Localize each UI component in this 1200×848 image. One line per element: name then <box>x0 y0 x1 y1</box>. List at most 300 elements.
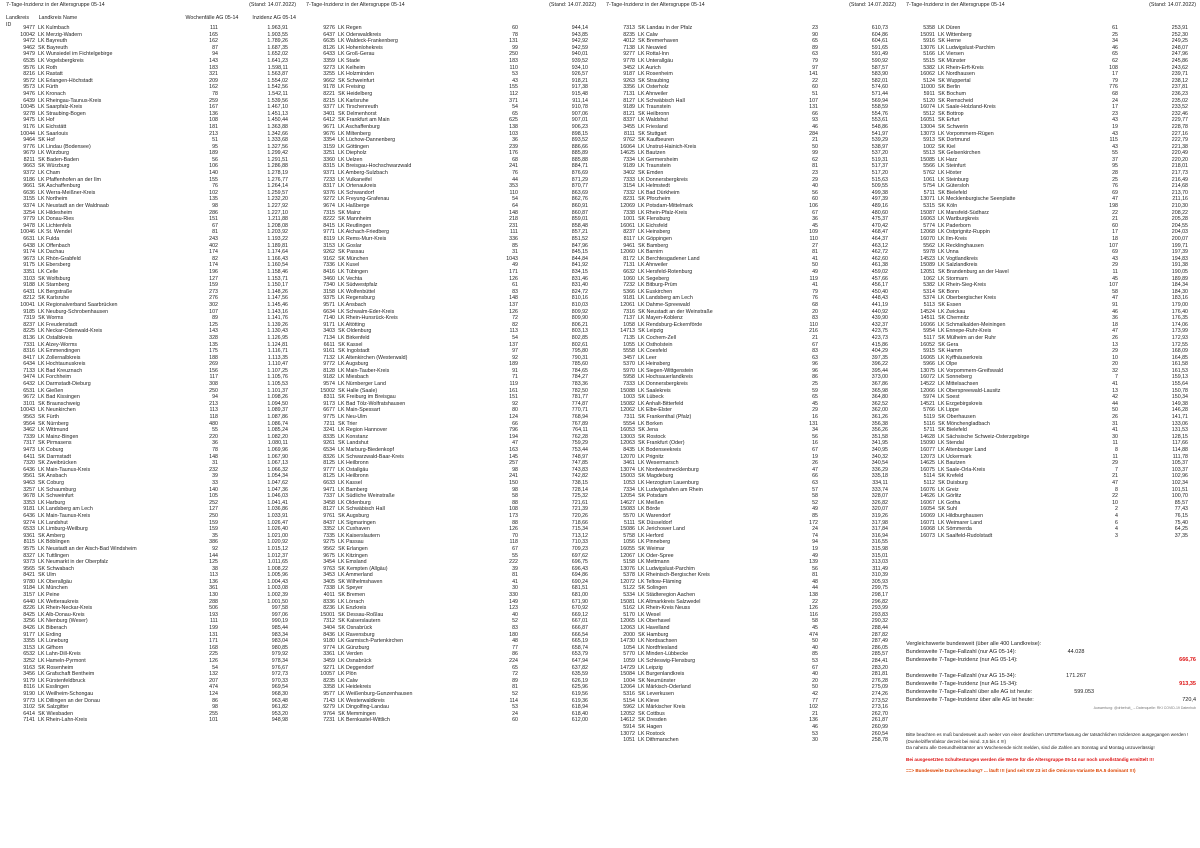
table-row <box>306 520 596 527</box>
incidence: 184,30 <box>1171 288 1188 295</box>
case-count: 148 <box>509 295 518 302</box>
landkreis-id: 7233 <box>323 176 335 183</box>
landkreis-id: 1062 <box>923 275 935 282</box>
case-count: 114 <box>509 697 518 704</box>
case-count: 506 <box>209 605 218 612</box>
case-count: 92 <box>212 545 218 552</box>
landkreis-id: 8235 <box>323 677 335 684</box>
stand-date: (Stand: 14.07.2022) <box>849 2 896 8</box>
landkreis-name: LK Oldenburg <box>338 499 371 506</box>
table-row <box>6 579 296 586</box>
incidence: 1.113,35 <box>267 354 288 361</box>
landkreis-name: SK Straubing <box>638 77 670 84</box>
case-count: 302 <box>209 301 218 308</box>
landkreis-name: LK Freising <box>338 84 365 91</box>
landkreis-name: SK Suhl <box>938 506 958 513</box>
table-row <box>606 618 896 625</box>
landkreis-id: 16071 <box>920 519 935 526</box>
landkreis-name: LK Sonneberg <box>938 374 972 381</box>
landkreis-id: 9563 <box>23 414 35 421</box>
landkreis-id: 5554 <box>623 420 635 427</box>
landkreis-id: 7137 <box>623 315 635 322</box>
landkreis-id: 9188 <box>23 282 35 289</box>
incidence: 618,40 <box>571 710 588 717</box>
incidence: 1.291,51 <box>267 156 288 163</box>
landkreis-name: LK Gotha <box>938 499 961 506</box>
incidence: 968,30 <box>271 690 288 697</box>
table-row <box>6 335 296 342</box>
landkreis-name: SK Remscheid <box>938 97 974 104</box>
table-row <box>606 190 896 197</box>
landkreis-id: 9776 <box>23 143 35 150</box>
incidence: 450,40 <box>871 288 888 295</box>
landkreis-id: 12064 <box>620 684 635 691</box>
incidence: 475,37 <box>871 216 888 223</box>
incidence: 238,12 <box>1171 77 1188 84</box>
landkreis-name: LK Schmalkalden-Meiningen <box>938 321 1006 328</box>
table-row <box>606 249 896 256</box>
landkreis-name: LK Greiz <box>938 486 959 493</box>
landkreis-name: SK Pforzheim <box>638 196 671 203</box>
landkreis-name: LK Schwarzwald-Baar-Kreis <box>338 453 404 460</box>
case-count: 60 <box>812 84 818 91</box>
landkreis-id: 8317 <box>323 183 335 190</box>
landkreis-id: 8416 <box>323 268 335 275</box>
landkreis-name: LK Segeberg <box>638 275 669 282</box>
table-row <box>6 454 296 461</box>
landkreis-id: 5112 <box>923 479 935 486</box>
landkreis-name: SK Ulm <box>38 572 56 579</box>
landkreis-id: 13073 <box>920 130 935 137</box>
landkreis-id: 12068 <box>920 229 935 236</box>
incidence: 963,48 <box>271 697 288 704</box>
landkreis-id: 9574 <box>323 381 335 388</box>
case-count: 19 <box>812 545 818 552</box>
case-count: 20 <box>1112 361 1118 368</box>
landkreis-name: LK Bodenseekreis <box>638 447 681 453</box>
landkreis-id: 3402 <box>623 170 635 177</box>
landkreis-name: LK Hersfeld-Rotenburg <box>638 268 693 275</box>
table-row <box>306 671 596 678</box>
case-count: 39 <box>512 565 518 572</box>
incidence: 1.067,13 <box>267 460 288 467</box>
case-count: 49 <box>812 268 818 275</box>
incidence: 317,84 <box>871 526 888 533</box>
landkreis-id: 9777 <box>323 466 335 473</box>
incidence: 1.046,03 <box>267 493 288 500</box>
table-row <box>6 289 296 296</box>
landkreis-name: SK Würzburg <box>38 163 70 170</box>
landkreis-id: 9376 <box>323 189 335 196</box>
landkreis-name: LK Offenbach <box>38 242 71 249</box>
landkreis-id: 12063 <box>620 625 635 632</box>
case-count: 112 <box>509 90 518 97</box>
landkreis-id: 16061 <box>620 222 635 229</box>
incidence: 806,21 <box>571 321 588 328</box>
landkreis-name: LK Coesfeld <box>638 348 667 355</box>
case-count: 47 <box>512 440 518 447</box>
incidence: 915,48 <box>571 90 588 97</box>
table-row <box>6 295 296 302</box>
landkreis-id: 15089 <box>920 262 935 269</box>
case-count: 138 <box>809 592 818 599</box>
case-count: 213 <box>209 400 218 407</box>
landkreis-name: LK Gießen <box>38 387 64 394</box>
case-count: 41 <box>812 255 818 262</box>
landkreis-name: LK Starnberg <box>38 282 70 289</box>
table-row <box>906 78 1196 85</box>
incidence: 768,94 <box>571 414 588 421</box>
table-row <box>306 585 596 592</box>
table-row <box>306 131 596 138</box>
case-count: 85 <box>812 512 818 519</box>
incidence: 227,16 <box>1171 130 1188 137</box>
case-count: 51 <box>812 90 818 97</box>
table-row <box>606 645 896 652</box>
landkreis-name: SK Salzgitter <box>38 704 69 711</box>
table-row <box>6 585 296 592</box>
landkreis-id: 8127 <box>623 97 635 104</box>
incidence: 1.002,39 <box>267 592 288 599</box>
table-row <box>606 487 896 494</box>
case-count: 43 <box>1112 255 1118 262</box>
landkreis-id: 8237 <box>23 321 35 328</box>
incidence: 440,92 <box>871 308 888 315</box>
incidence: 591,49 <box>871 51 888 58</box>
case-count: 126 <box>509 275 518 282</box>
table-row <box>606 71 896 78</box>
case-count: 107 <box>209 308 218 315</box>
sheet-header <box>606 2 896 15</box>
case-count: 288 <box>209 598 218 605</box>
header-spacer <box>906 15 1196 25</box>
case-count: 81 <box>512 684 518 691</box>
landkreis-id: 10042 <box>20 31 35 38</box>
table-row <box>6 651 296 658</box>
landkreis-id: 5566 <box>923 163 935 170</box>
landkreis-name: SK Schwerin <box>938 123 969 130</box>
case-count: 30 <box>512 585 518 592</box>
table-row <box>6 84 296 91</box>
incidence: 423,75 <box>871 328 888 335</box>
case-count: 107 <box>809 97 818 104</box>
landkreis-name: LK Saarpfalz-Kreis <box>38 104 83 111</box>
landkreis-id: 5122 <box>623 585 635 592</box>
incidence: 310,39 <box>871 572 888 579</box>
incidence: 983,34 <box>271 631 288 638</box>
case-count: 163 <box>509 447 518 453</box>
table-row <box>306 315 596 322</box>
case-count: 83 <box>512 625 518 632</box>
landkreis-id: 9779 <box>23 216 35 223</box>
table-row <box>306 374 596 381</box>
incidence: 743,83 <box>571 466 588 473</box>
landkreis-name: SK Dessau-Roßlau <box>338 611 384 618</box>
case-count: 33 <box>212 479 218 486</box>
incidence: 356,38 <box>871 420 888 427</box>
case-count: 58 <box>812 493 818 500</box>
table-row <box>906 117 1196 124</box>
landkreis-name: LK Märkischer Kreis <box>638 704 686 711</box>
incidence: 587,57 <box>871 64 888 71</box>
landkreis-id: 16066 <box>920 321 935 328</box>
case-count: 51 <box>212 137 218 144</box>
landkreis-id: 1051 <box>623 737 635 744</box>
table-row <box>906 355 1196 362</box>
case-count: 4 <box>1115 512 1118 519</box>
summary-row: Bundesweite 7-Tage-Fallzahl (nur AG 05-14): 44.028 <box>906 649 1085 655</box>
table-row <box>306 447 596 454</box>
landkreis-id: 3355 <box>23 638 35 645</box>
table-row <box>6 38 296 45</box>
landkreis-id: 7316 <box>623 308 635 315</box>
table-row <box>906 163 1196 170</box>
landkreis-name: LK Oder-Spree <box>638 552 674 559</box>
landkreis-name: SK Landau in der Pfalz <box>638 25 693 31</box>
case-count: 117 <box>209 374 218 381</box>
case-count: 10 <box>1112 354 1118 361</box>
table-row <box>306 342 596 349</box>
landkreis-id: 10046 <box>20 229 35 236</box>
case-count: 81 <box>812 163 818 170</box>
table-row <box>606 711 896 718</box>
case-count: 86 <box>212 697 218 704</box>
incidence: 715,34 <box>571 526 588 533</box>
incidence: 681,51 <box>571 585 588 592</box>
incidence: 262,70 <box>871 710 888 717</box>
case-count: 46 <box>1112 308 1118 315</box>
landkreis-id: 9477 <box>23 25 35 31</box>
case-count: 78 <box>512 31 518 38</box>
landkreis-id: 9474 <box>23 374 35 381</box>
incidence: 1.450,44 <box>267 117 288 124</box>
case-count: 119 <box>509 381 518 388</box>
table-row <box>906 342 1196 349</box>
table-row <box>606 368 896 375</box>
case-count: 82 <box>212 255 218 262</box>
incidence: 1.451,13 <box>267 110 288 117</box>
table-row <box>606 407 896 414</box>
incidence: 315,01 <box>871 552 888 559</box>
landkreis-name: LK Nordhausen <box>938 71 975 78</box>
table-row <box>306 183 596 190</box>
landkreis-name: LK St. Wendel <box>38 229 72 236</box>
landkreis-id: 8117 <box>623 236 635 242</box>
landkreis-name: LK Waldeck-Frankenberg <box>338 38 398 45</box>
incidence: 1.003,08 <box>267 585 288 592</box>
landkreis-name: LK Donau-Ries <box>38 216 74 223</box>
case-count: 78 <box>212 90 218 97</box>
case-count: 58 <box>1112 288 1118 295</box>
landkreis-name: SK Memmingen <box>338 710 376 717</box>
incidence: 1.227,92 <box>267 203 288 210</box>
landkreis-id: 9673 <box>23 255 35 262</box>
landkreis-name: SK Münster <box>938 57 966 64</box>
incidence: 1.333,68 <box>267 137 288 144</box>
landkreis-id: 13075 <box>920 367 935 374</box>
table-row <box>306 269 596 276</box>
landkreis-id: 5754 <box>923 183 935 190</box>
landkreis-name: SK Worms <box>38 315 64 322</box>
landkreis-id: 9662 <box>323 77 335 84</box>
case-count: 209 <box>209 77 218 84</box>
table-row <box>306 625 596 632</box>
landkreis-id: 9187 <box>623 71 635 78</box>
incidence: 1.160,54 <box>267 262 288 269</box>
incidence: 131,53 <box>1171 427 1188 434</box>
table-row <box>906 361 1196 368</box>
incidence: 101,51 <box>1171 486 1188 493</box>
case-count: 60 <box>512 717 518 724</box>
landkreis-name: LK Mecklenburgische Seenplatte <box>938 196 1016 203</box>
case-count: 118 <box>509 539 518 546</box>
landkreis-name: LK Oberbergischer Kreis <box>938 295 996 302</box>
landkreis-id: 9775 <box>323 414 335 421</box>
case-count: 222 <box>509 559 518 566</box>
landkreis-name: LK Oberhavel <box>638 618 671 625</box>
landkreis-id: 9771 <box>323 229 335 236</box>
landkreis-name: LK Neu-Ulm <box>338 414 367 421</box>
landkreis-name: SK Leverkusen <box>638 690 674 697</box>
table-row <box>306 58 596 65</box>
incidence: 917,38 <box>571 84 588 91</box>
incidence: 367,86 <box>871 381 888 388</box>
case-count: 3 <box>1115 532 1118 539</box>
incidence: 590,92 <box>871 57 888 64</box>
incidence: 273,16 <box>871 704 888 711</box>
table-row <box>606 460 896 467</box>
case-count: 53 <box>512 704 518 711</box>
incidence: 457,66 <box>871 275 888 282</box>
incidence: 728,14 <box>571 486 588 493</box>
incidence: 610,73 <box>871 25 888 31</box>
case-count: 193 <box>209 611 218 618</box>
table-row <box>606 684 896 691</box>
landkreis-name: LK Saale-Holzland-Kreis <box>938 104 996 111</box>
landkreis-id: 5966 <box>923 361 935 368</box>
table-row <box>906 38 1196 45</box>
landkreis-id: 5117 <box>923 334 935 341</box>
table-row <box>606 394 896 401</box>
case-count: 125 <box>209 559 218 566</box>
landkreis-name: LK Hof <box>38 117 55 124</box>
table-row <box>6 599 296 606</box>
case-count: 43 <box>1112 117 1118 124</box>
landkreis-name: LK Celle <box>38 268 59 275</box>
case-count: 30 <box>1112 433 1118 440</box>
case-count: 43 <box>512 77 518 84</box>
landkreis-id: 6531 <box>23 387 35 394</box>
table-row <box>6 440 296 447</box>
landkreis-id: 5915 <box>923 348 935 355</box>
table-row <box>306 388 596 395</box>
table-row <box>306 295 596 302</box>
case-count: 79 <box>1112 77 1118 84</box>
landkreis-name: SK Hof <box>38 137 55 144</box>
table-row <box>306 473 596 480</box>
case-count: 137 <box>509 341 518 348</box>
case-count: 55 <box>212 427 218 434</box>
landkreis-name: SK Emden <box>638 170 664 177</box>
table-row <box>606 78 896 85</box>
incidence: 365,98 <box>871 387 888 394</box>
incidence: 1.203,92 <box>267 229 288 236</box>
case-count: 284 <box>809 130 818 137</box>
incidence: 940,01 <box>571 51 588 58</box>
table-row <box>306 559 596 566</box>
landkreis-id: 6439 <box>23 97 35 104</box>
case-count: 37 <box>1112 156 1118 163</box>
case-count: 126 <box>209 658 218 664</box>
landkreis-id: 3256 <box>23 618 35 625</box>
incidence: 1.542,11 <box>267 90 288 97</box>
incidence: 173,99 <box>1171 328 1188 335</box>
incidence: 311,49 <box>872 565 888 572</box>
landkreis-name: LK Altenkirchen (Westerwald) <box>338 354 408 361</box>
landkreis-name: LK Saale-Orla-Kreis <box>938 466 986 473</box>
case-count: 58 <box>512 493 518 500</box>
table-row <box>6 374 296 381</box>
landkreis-id: 13074 <box>620 466 635 473</box>
landkreis-name: LK Nienburg (Weser) <box>38 618 88 625</box>
landkreis-name: LK Bad Kissingen <box>38 394 80 401</box>
case-count: 44 <box>812 585 818 592</box>
case-count: 39 <box>212 473 218 480</box>
table-row <box>6 243 296 250</box>
case-count: 480 <box>209 420 218 427</box>
landkreis-name: LK Olpe <box>938 361 958 368</box>
landkreis-id: 5962 <box>623 704 635 711</box>
table-row <box>606 480 896 487</box>
table-row <box>906 421 1196 428</box>
case-count: 11 <box>1112 440 1118 447</box>
case-count: 50 <box>812 684 818 691</box>
case-count: 162 <box>209 38 218 45</box>
landkreis-name: LK Vorpommern-Greifswald <box>938 367 1004 374</box>
table-row <box>606 717 896 724</box>
incidence: 976,67 <box>271 664 288 671</box>
case-count: 135 <box>209 196 218 203</box>
landkreis-id: 5378 <box>623 572 635 579</box>
landkreis-name: LK Vogtlandkreis <box>938 255 978 262</box>
table-row <box>6 203 296 210</box>
incidence: 200,07 <box>1171 236 1188 242</box>
table-row <box>306 124 596 131</box>
landkreis-id: 5558 <box>623 348 635 355</box>
incidence: 1.789,26 <box>267 38 288 45</box>
table-row <box>306 572 596 579</box>
incidence: 953,20 <box>271 710 288 717</box>
table-row <box>306 71 596 78</box>
table-row <box>606 342 896 349</box>
incidence: 1.259,57 <box>267 189 288 196</box>
landkreis-name: SK Amberg <box>38 532 65 539</box>
incidence: 260,99 <box>871 723 888 730</box>
landkreis-name: LK Bergstraße <box>38 288 73 295</box>
landkreis-name: LK Cham <box>38 170 61 177</box>
sheet-header <box>6 2 296 15</box>
landkreis-name: SK Frankenthal (Pfalz) <box>638 414 692 421</box>
incidence: 497,39 <box>871 196 888 203</box>
landkreis-name: LK Germersheim <box>638 156 679 163</box>
landkreis-name: LK Neustadt an der Waldnaab <box>38 203 109 210</box>
case-count: 140 <box>209 170 218 177</box>
incidence: 834,15 <box>571 268 588 275</box>
landkreis-id: 9171 <box>323 321 335 328</box>
incidence: 626,19 <box>571 677 588 684</box>
incidence: 538,97 <box>871 143 888 150</box>
landkreis-id: 1060 <box>623 275 635 282</box>
